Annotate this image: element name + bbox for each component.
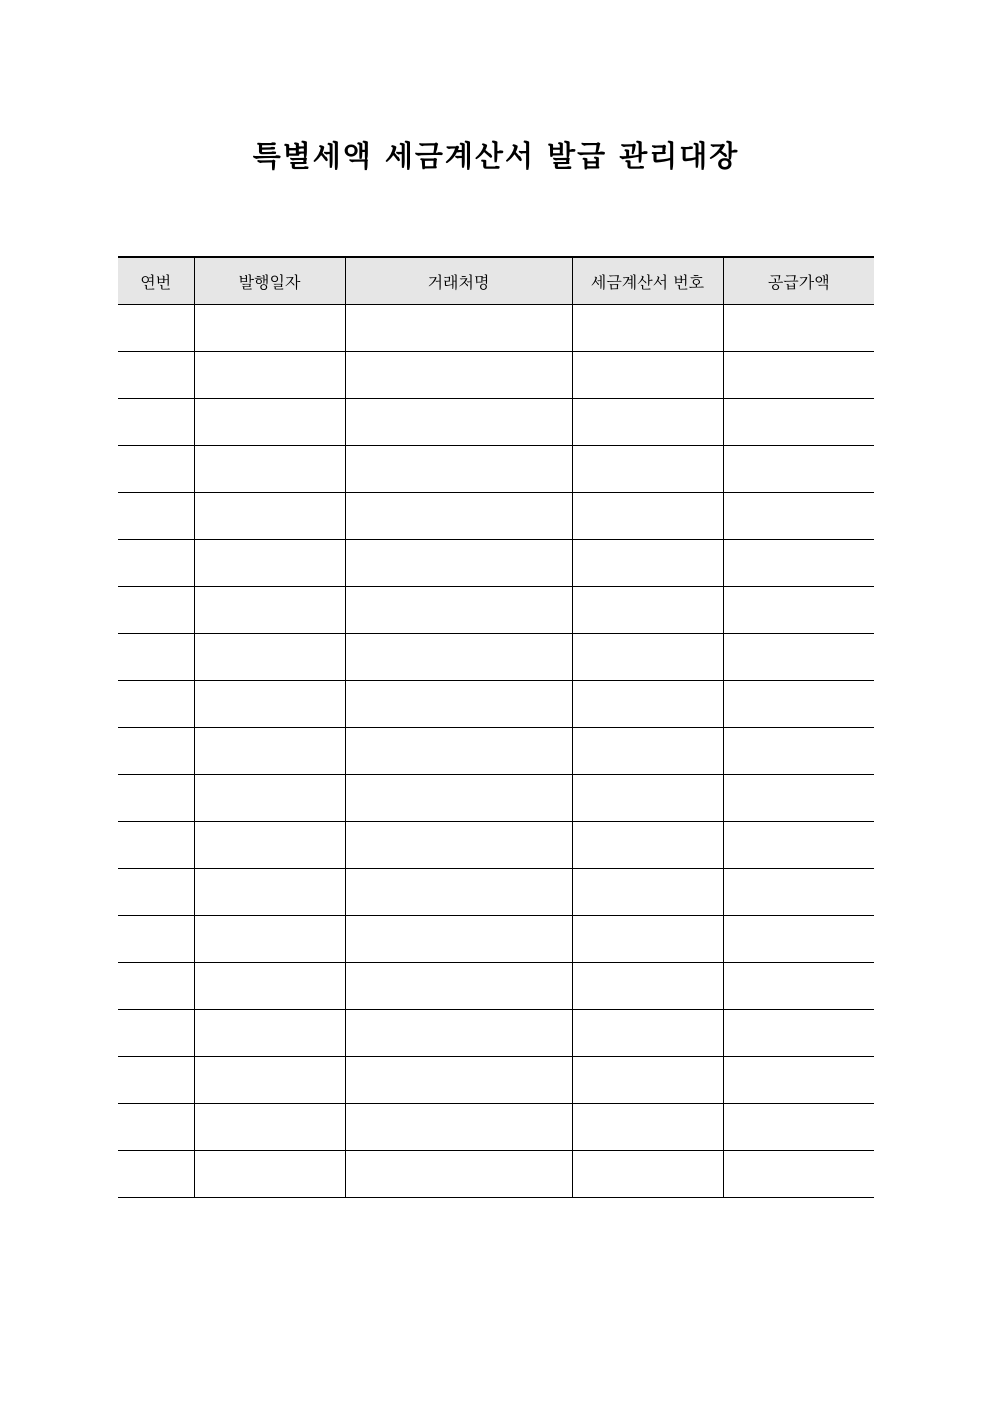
issue-date-cell[interactable] <box>194 1057 345 1104</box>
table-row <box>118 728 874 775</box>
table-row <box>118 963 874 1010</box>
invoice-number-cell[interactable] <box>572 775 723 822</box>
serial-number-cell[interactable] <box>118 540 194 587</box>
serial-number-cell[interactable] <box>118 963 194 1010</box>
issue-date-cell[interactable] <box>194 493 345 540</box>
header-serial-number: 연번 <box>118 257 194 305</box>
supply-amount-cell[interactable] <box>723 775 874 822</box>
serial-number-cell[interactable] <box>118 1010 194 1057</box>
header-row <box>118 257 874 305</box>
client-name-cell[interactable] <box>345 1057 572 1104</box>
table-row <box>118 1151 874 1198</box>
issue-date-cell[interactable] <box>194 681 345 728</box>
client-name-cell[interactable] <box>345 587 572 634</box>
invoice-number-cell[interactable] <box>572 446 723 493</box>
supply-amount-cell[interactable] <box>723 634 874 681</box>
ledger-body <box>118 305 874 1198</box>
supply-amount-cell[interactable] <box>723 916 874 963</box>
client-name-cell[interactable] <box>345 681 572 728</box>
issue-date-cell[interactable] <box>194 446 345 493</box>
client-name-cell[interactable] <box>345 963 572 1010</box>
invoice-number-cell[interactable] <box>572 728 723 775</box>
client-name-cell[interactable] <box>345 305 572 352</box>
table-row <box>118 587 874 634</box>
issue-date-cell[interactable] <box>194 916 345 963</box>
invoice-number-cell[interactable] <box>572 963 723 1010</box>
client-name-cell[interactable] <box>345 822 572 869</box>
issue-date-cell[interactable] <box>194 305 345 352</box>
issue-date-cell[interactable] <box>194 352 345 399</box>
issue-date-cell[interactable] <box>194 634 345 681</box>
header-issue-date: 발행일자 <box>194 257 345 305</box>
table-row <box>118 493 874 540</box>
serial-number-cell[interactable] <box>118 869 194 916</box>
supply-amount-cell[interactable] <box>723 305 874 352</box>
client-name-cell[interactable] <box>345 1151 572 1198</box>
issue-date-cell[interactable] <box>194 963 345 1010</box>
invoice-number-cell[interactable] <box>572 587 723 634</box>
invoice-number-cell[interactable] <box>572 1104 723 1151</box>
serial-number-cell[interactable] <box>118 1151 194 1198</box>
issue-date-cell[interactable] <box>194 728 345 775</box>
supply-amount-cell[interactable] <box>723 681 874 728</box>
serial-number-cell[interactable] <box>118 446 194 493</box>
invoice-number-cell[interactable] <box>572 1057 723 1104</box>
client-name-cell[interactable] <box>345 775 572 822</box>
serial-number-cell[interactable] <box>118 587 194 634</box>
supply-amount-cell[interactable] <box>723 1151 874 1198</box>
ledger-table <box>118 256 874 1198</box>
document-title: 특별세액 세금계산서 발급 관리대장 <box>252 139 740 173</box>
issue-date-cell[interactable] <box>194 540 345 587</box>
header-supply-amount: 공급가액 <box>723 257 874 305</box>
table-row <box>118 540 874 587</box>
supply-amount-cell[interactable] <box>723 869 874 916</box>
invoice-number-cell[interactable] <box>572 634 723 681</box>
table-row <box>118 305 874 352</box>
table-row <box>118 1104 874 1151</box>
issue-date-cell[interactable] <box>194 1010 345 1057</box>
client-name-cell[interactable] <box>345 916 572 963</box>
supply-amount-cell[interactable] <box>723 540 874 587</box>
table-row <box>118 1010 874 1057</box>
client-name-cell[interactable] <box>345 446 572 493</box>
serial-number-cell[interactable] <box>118 681 194 728</box>
issue-date-cell[interactable] <box>194 869 345 916</box>
invoice-number-cell[interactable] <box>572 869 723 916</box>
supply-amount-cell[interactable] <box>723 963 874 1010</box>
supply-amount-cell[interactable] <box>723 728 874 775</box>
table-row <box>118 916 874 963</box>
issue-date-cell[interactable] <box>194 822 345 869</box>
supply-amount-cell[interactable] <box>723 493 874 540</box>
issue-date-cell[interactable] <box>194 587 345 634</box>
client-name-cell[interactable] <box>345 728 572 775</box>
supply-amount-cell[interactable] <box>723 399 874 446</box>
serial-number-cell[interactable] <box>118 634 194 681</box>
issue-date-cell[interactable] <box>194 1104 345 1151</box>
client-name-cell[interactable] <box>345 352 572 399</box>
serial-number-cell[interactable] <box>118 916 194 963</box>
serial-number-cell[interactable] <box>118 775 194 822</box>
supply-amount-cell[interactable] <box>723 1057 874 1104</box>
table-row <box>118 446 874 493</box>
table-row <box>118 634 874 681</box>
supply-amount-cell[interactable] <box>723 822 874 869</box>
invoice-number-cell[interactable] <box>572 352 723 399</box>
ledger-header <box>118 257 874 305</box>
client-name-cell[interactable] <box>345 399 572 446</box>
header-invoice-number: 세금계산서 번호 <box>572 257 723 305</box>
serial-number-cell[interactable] <box>118 822 194 869</box>
invoice-number-cell[interactable] <box>572 681 723 728</box>
invoice-number-cell[interactable] <box>572 305 723 352</box>
client-name-cell[interactable] <box>345 634 572 681</box>
serial-number-cell[interactable] <box>118 1057 194 1104</box>
serial-number-cell[interactable] <box>118 399 194 446</box>
serial-number-cell[interactable] <box>118 728 194 775</box>
issue-date-cell[interactable] <box>194 775 345 822</box>
invoice-number-cell[interactable] <box>572 493 723 540</box>
table-row <box>118 352 874 399</box>
serial-number-cell[interactable] <box>118 1104 194 1151</box>
client-name-cell[interactable] <box>345 1010 572 1057</box>
serial-number-cell[interactable] <box>118 305 194 352</box>
invoice-number-cell[interactable] <box>572 540 723 587</box>
invoice-number-cell[interactable] <box>572 1010 723 1057</box>
client-name-cell[interactable] <box>345 869 572 916</box>
issue-date-cell[interactable] <box>194 399 345 446</box>
table-row <box>118 775 874 822</box>
table-row <box>118 399 874 446</box>
supply-amount-cell[interactable] <box>723 1010 874 1057</box>
header-client-name: 거래처명 <box>345 257 572 305</box>
issue-date-cell[interactable] <box>194 1151 345 1198</box>
supply-amount-cell[interactable] <box>723 1104 874 1151</box>
table-row <box>118 822 874 869</box>
client-name-cell[interactable] <box>345 493 572 540</box>
serial-number-cell[interactable] <box>118 352 194 399</box>
client-name-cell[interactable] <box>345 1104 572 1151</box>
supply-amount-cell[interactable] <box>723 446 874 493</box>
table-row <box>118 869 874 916</box>
supply-amount-cell[interactable] <box>723 352 874 399</box>
serial-number-cell[interactable] <box>118 493 194 540</box>
table-row <box>118 681 874 728</box>
supply-amount-cell[interactable] <box>723 587 874 634</box>
client-name-cell[interactable] <box>345 540 572 587</box>
invoice-number-cell[interactable] <box>572 1151 723 1198</box>
invoice-number-cell[interactable] <box>572 916 723 963</box>
invoice-number-cell[interactable] <box>572 399 723 446</box>
table-row <box>118 1057 874 1104</box>
invoice-number-cell[interactable] <box>572 822 723 869</box>
